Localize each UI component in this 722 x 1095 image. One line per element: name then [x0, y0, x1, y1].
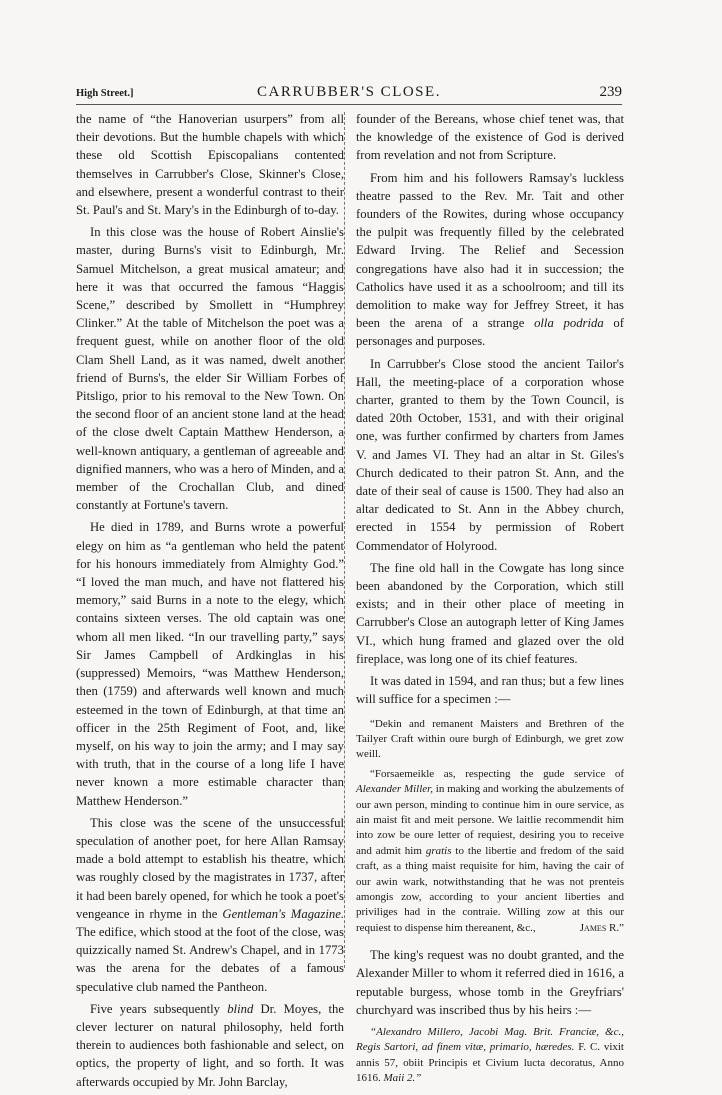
right-column	[356, 110, 624, 1087]
italic-text: blind	[227, 1001, 254, 1016]
paragraph: the name of “the Hanoverian usurpers” from all their devotions. But the humble chapels with which these old Scottish Episcopalians contented themselves in Carrubber's Close, Skinner's Close, and elsewhere, present a wonderful contrast to their St. Paul's and St. Mary's in the Edinburgh of to-day.	[76, 112, 344, 218]
italic-text: gratis	[425, 844, 452, 857]
running-head-location: High Street.]	[76, 88, 134, 99]
italic-text: Alexander Miller,	[356, 783, 433, 796]
epitaph-inscription	[356, 1025, 624, 1087]
text-run: to the libertie and fredom of the said craft, as a thing maist requisite for him, having the cair of our awin wark, notwithstanding that he was not prenteis amongis zow, according to your ancient liberties and priviliges had in the contraie. Willing zow at this our requiest to dispense him thereanent, &c.,	[356, 844, 624, 934]
letter-signature: James R.”	[579, 921, 624, 934]
column-divider	[344, 112, 345, 968]
text-run: From him and his followers Ramsay's luckless theatre passed to the Rev. Mr. Tait and other founders of the Rowites, during whose occupancy the pulpit was frequently filled by the celebrated Edward Irving. The Relief and Secession congregations have also had it in succession; the Catholics have used it as a schoolroom; and till its demolition to make way for Jeffrey Street, it has been the arena of a strange	[356, 170, 624, 331]
text-run: Maii 2.”	[383, 1072, 422, 1085]
paragraph	[76, 1000, 344, 1091]
text-run: This close was the scene of the unsuccessful speculation of another poet, for here Allan Ramsay made a bold attempt to establish his theatre, which was roughly closed by the magistrates in 1737, after it had been barely opened, for which he took a poet's vengeance in rhyme in the	[76, 815, 344, 921]
letter-paragraph: “Dekin and remanent Maisters and Brethren of the Tailyer Craft within oure burgh of Edinburgh, we gret zow weill.	[356, 717, 624, 761]
royal-letter-extract	[356, 717, 624, 937]
paragraph: He died in 1789, and Burns wrote a powerful elegy on him as “a gentleman who held the patent for his honours immediately from Almighty God.” “I loved the man much, and have not flattered his memory,” said Burns in a note to the elegy, which contains sixteen verses. The old captain was one whom all men liked. “In our travelling party,” says Sir James Campbell of Ardkinglas in his (suppressed) Memoirs, “was Matthew Henderson, then (1759) and afterwards well known and much esteemed in the town of Edinburgh, at that time an officer in the 25th Regiment of Foot, and, like myself, on his way to join the army; and I may say with truth, that in the course of a long life I have never known a more estimable character than Matthew Henderson.”	[76, 520, 344, 808]
text-run: Dr. Moyes, the clever lecturer on natural philosophy, held forth therein to audiences both fashionable and select, on optics, the property of light, and so forth. It was afterwards occupied by Mr. John Barclay,	[76, 1001, 344, 1089]
text-run: F. C. vixit annis 57, obiit Principis et Civium lucta decoratus, Anno 1616.	[356, 1041, 624, 1085]
paragraph: It was dated in 1594, and ran thus; but a few lines will suffice for a specimen :—	[356, 674, 624, 707]
paragraph: founder of the Bereans, whose chief tenet was, that the knowledge of the existence of God is derived from revelation and not from Scripture.	[356, 112, 624, 163]
text-run: in making and working the abulzements of our awn person, minding to continue him in oure service, as ain maist fit and meit persone. We laitlie recommendit him into zow be oure letter of requiest, desiring you to receive and admit him	[356, 783, 624, 857]
text-run: The edifice, which stood at the foot of the close, was quizzically named St. Andrew's Chapel, and in 1773 was the arena for the debates of a famous speculative club named the Pantheon.	[76, 924, 344, 994]
running-header	[76, 82, 622, 105]
page-number: 239	[599, 84, 622, 100]
letter-paragraph	[356, 767, 624, 936]
paragraph: The king's request was no doubt granted, and the Alexander Miller to whom it referred died in 1616, a reputable burgess, whose tomb in the Greyfriars' churchyard was inscribed thus by his heirs :—	[356, 948, 624, 1017]
paragraph: In Carrubber's Close stood the ancient Tailor's Hall, the meeting-place of a corporation whose charter, granted to them by the Town Council, is dated 20th October, 1531, and with their original one, was further confirmed by charters from James V. and James VI. They had an altar in St. Giles's Church dedicated to their patron St. Ann, and the date of their seal of cause is 1500. They had also an altar dedicated to St. Ann in the Abbey church, erected in 1554 by permission of Robert Commendator of Holyrood.	[356, 356, 624, 553]
left-column	[76, 110, 344, 1095]
text-run: Five years subsequently	[90, 1001, 228, 1016]
text-run: “Alexandro Millero, Jacobi Mag. Brit. Franciæ, &c., Regis Sartori, ad finem vitæ, primario, hæredes.	[356, 1026, 624, 1054]
paragraph	[76, 814, 344, 996]
paragraph: The fine old hall in the Cowgate has long since been abandoned by the Corporation, which still exists; and in their other place of meeting in Carrubber's Close an autograph letter of King James VI., which hung framed and glazed over the old fireplace, was long one of its chief features.	[356, 560, 624, 666]
text-run: of personages and purposes.	[356, 316, 624, 349]
italic-text: Gentleman's Magazine.	[222, 906, 344, 921]
italic-text: olla podrida	[534, 316, 604, 331]
paragraph	[356, 169, 624, 351]
paragraph: In this close was the house of Robert Ainslie's master, during Burns's visit to Edinburgh, Mr. Samuel Mitchelson, a great musical amateur; and here it was that occurred the famous “Haggis Scene,” described by Smollett in “Humphrey Clinker.” At the table of Mitchelson the poet was a frequent guest, while on another floor of the old Clam Shell Land, as it was named, dwelt another friend of Burns's, the elder Sir William Forbes of Pitsligo, prior to his removal to the New Town. On the second floor of an ancient stone land at the head of the close dwelt Captain Matthew Henderson, a well-known antiquary, a gentleman of agreeable and dignified manners, who was a hero of Minden, and a member of the Crochallan Club, and dined constantly at Fortune's tavern.	[76, 225, 344, 513]
running-head-title: CARRUBBER'S CLOSE.	[257, 84, 441, 100]
text-run: “Forsaemeikle as, respecting the gude service of	[370, 767, 624, 780]
